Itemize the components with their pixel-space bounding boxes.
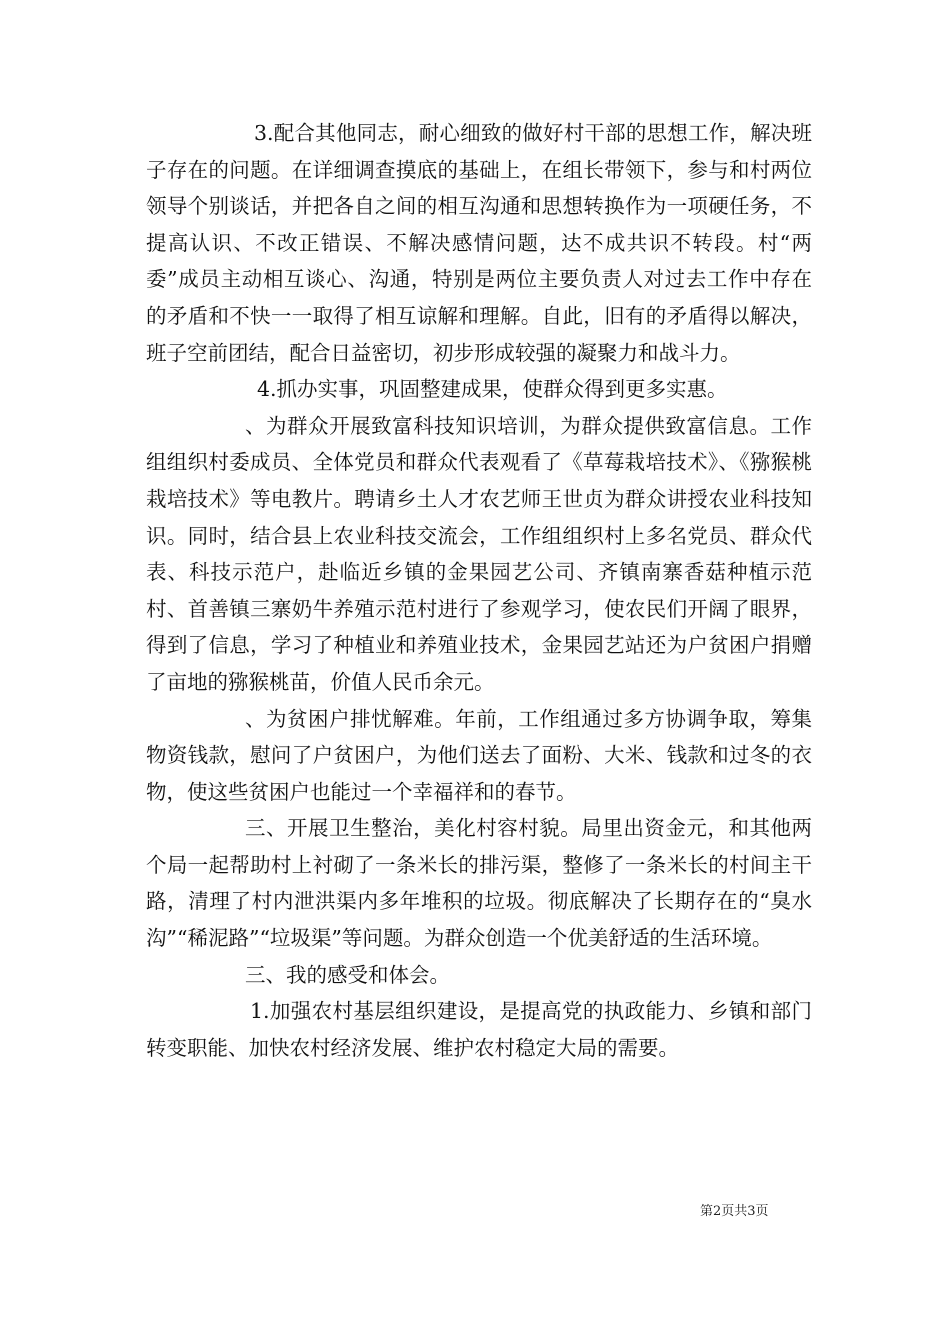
- document-body: [146, 115, 812, 1066]
- paragraph-poverty-relief: 、为贫困户排忧解难。年前，工作组通过多方协调争取，筹集物资钱款，慰问了户贫困户，为他们送去了面粉、大米、钱款和过冬的衣物，使这些贫困户也能过一个幸福祥和的春节。: [146, 706, 812, 804]
- page-number-footer: 第2页共3页: [700, 1204, 769, 1219]
- paragraph-practical-matters: 4.抓办实事，巩固整建成果，使群众得到更多实惠。: [257, 377, 728, 402]
- paragraph-grassroots: 1.加强农村基层组织建设，是提高党的执政能力、乡镇和部门转变职能、加快农村经济发展、维护农村稳定大局的需要。: [146, 999, 812, 1060]
- paragraph-team-work: 3.配合其他同志，耐心细致的做好村干部的思想工作，解决班子存在的问题。在详细调查摸底的基础上，在组长带领下，参与和村两位领导个别谈话，并把各自之间的相互沟通和思想转换作为一项硬任务，不提高认识、不改正错误、不解决感情问题，达不成共识不转段。村“两委”成员主动相互谈心、沟通，特别是两位主要负责人对过去工作中存在的矛盾和不快一一取得了相互谅解和理解。自此，旧有的矛盾得以解决，班子空前团结，配合日益密切，初步形成较强的凝聚力和战斗力。: [146, 121, 812, 365]
- paragraph-feelings-heading: 三、我的感受和体会。: [245, 962, 450, 987]
- paragraph-sanitation: 三、开展卫生整治，美化村容村貌。局里出资金元，和其他两个局一起帮助村上衬砌了一条米长的排污渠，整修了一条米长的村间主干路，清理了村内泄洪渠内多年堆积的垃圾。彻底解决了长期存在的“臭水沟”“稀泥路”“垃圾渠”等问题。为群众创造一个优美舒适的生活环境。: [146, 816, 812, 951]
- paragraph-tech-training: 、为群众开展致富科技知识培训，为群众提供致富信息。工作组组织村委成员、全体党员和群众代表观看了《草莓栽培技术》、《猕猴桃栽培技术》等电教片。聘请乡土人才农艺师王世贞为群众讲授农业科技知识。同时，结合县上农业科技交流会，工作组组织村上多名党员、群众代表、科技示范户，赴临近乡镇的金果园艺公司、齐镇南寨香菇种植示范村、首善镇三寨奶牛养殖示范村进行了参观学习，使农民们开阔了眼界，得到了信息，学习了种植业和养殖业技术，金果园艺站还为户贫困户捐赠了亩地的猕猴桃苗，价值人民币余元。: [146, 413, 812, 694]
